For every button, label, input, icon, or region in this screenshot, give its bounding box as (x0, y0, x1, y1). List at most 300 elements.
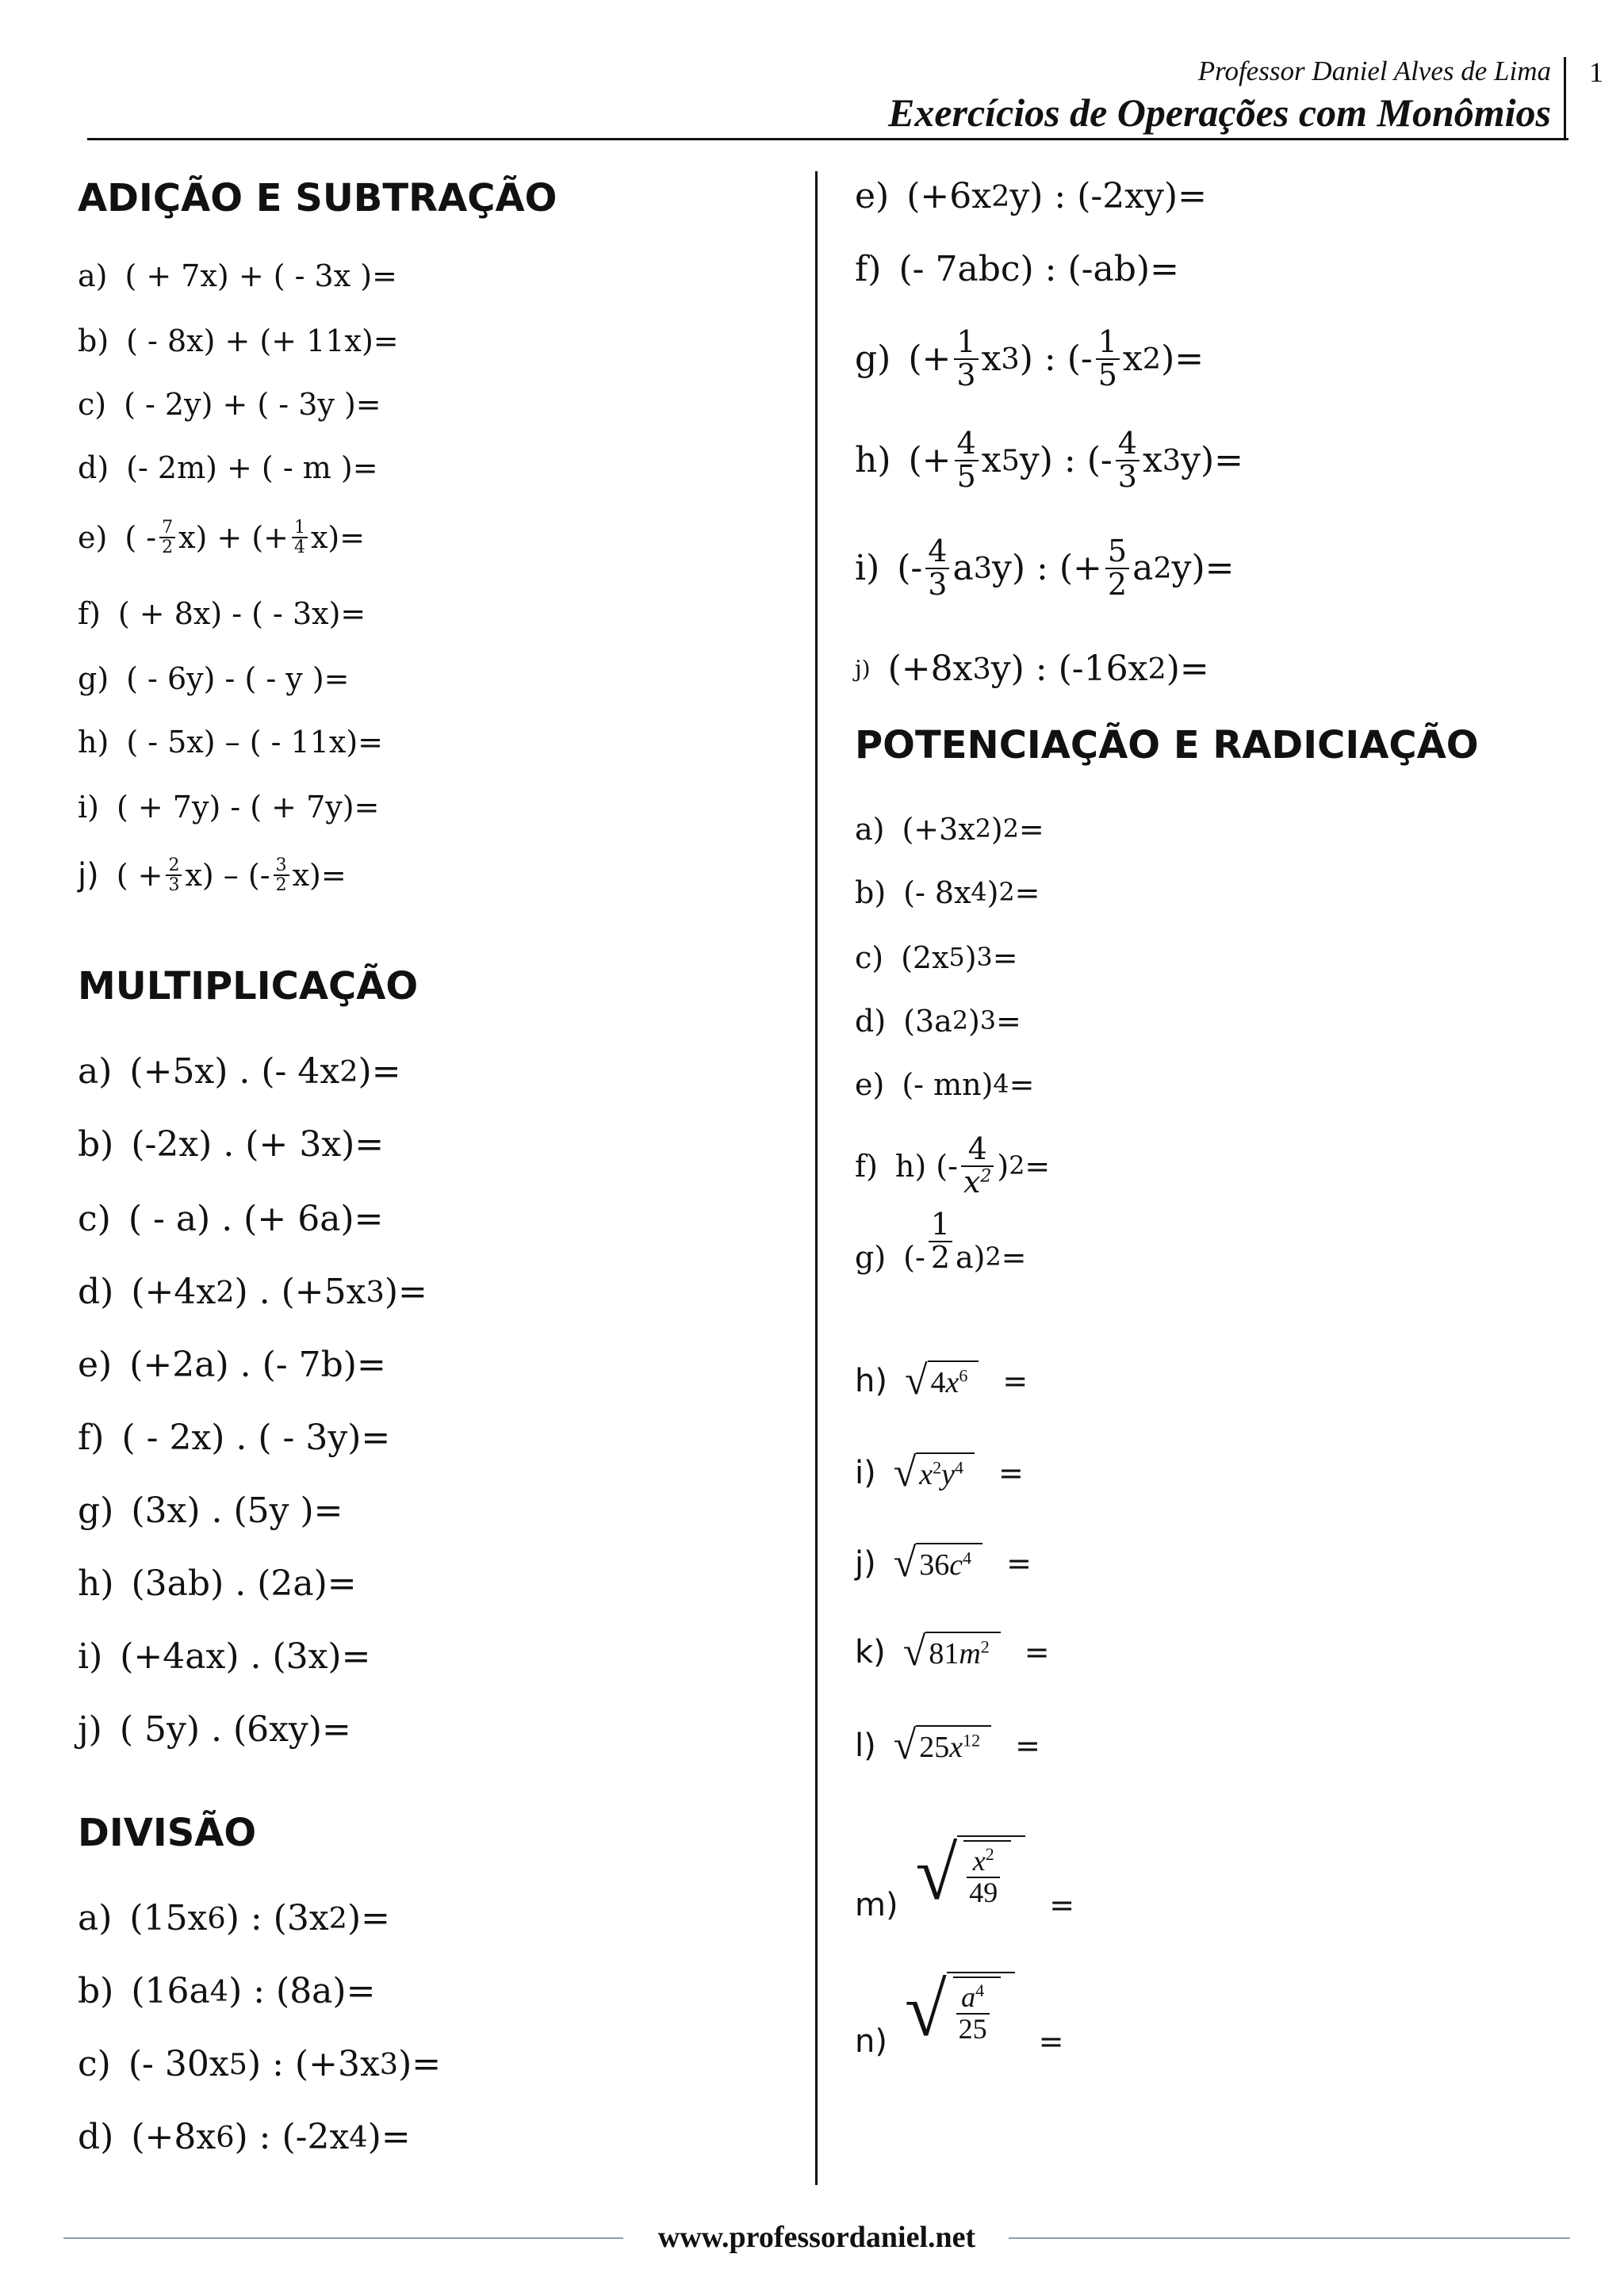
exercise-expr: (- 2m) + ( - m )= (126, 450, 378, 485)
exercise-pot-g (855, 1207, 1027, 1275)
fraction-numerator: 4 (1117, 426, 1137, 461)
square-root (894, 1725, 991, 1766)
fraction (166, 856, 182, 894)
exercise-mult-a (78, 1051, 401, 1092)
expr-part: (+ (908, 339, 952, 380)
heading-potenciacao-radiciacao: POTENCIAÇÃO E RADICIAÇÃO (855, 723, 1479, 767)
expr-part: y) : (- (1019, 440, 1113, 481)
exercise-expr: (-2x) . (+ 3x)= (131, 1124, 385, 1165)
exercise-div-f (855, 249, 1179, 289)
expr-part: x) – (- (185, 858, 270, 894)
expr-part: a) (956, 1240, 986, 1275)
expr-part: x (981, 440, 1002, 481)
fraction (954, 324, 978, 392)
exercise-pot-c (855, 940, 1018, 975)
exercise-label: d) (78, 450, 109, 485)
exponent: 3 (379, 2047, 399, 2081)
exponent: 3 (1162, 443, 1182, 478)
expr-part: x (1122, 339, 1143, 380)
exponent: 4 (963, 1548, 972, 1568)
exercise-label: i) (855, 548, 880, 589)
exercise-pot-b (855, 875, 1040, 910)
square-root (904, 1967, 1015, 2052)
exercise-label: h) (855, 440, 891, 481)
expr-part: h) (- (894, 1148, 958, 1184)
page-number: 1 (1589, 56, 1603, 88)
exponent: 2 (1002, 815, 1019, 844)
exercise-mult-g (78, 1490, 343, 1531)
numerator-base: x (972, 1845, 986, 1877)
exercise-expr: ( - 5x) – ( - 11x)= (126, 725, 383, 760)
equals-sign: = (1015, 1728, 1040, 1763)
fraction-denominator: 3 (1116, 460, 1139, 493)
exercise-label: b) (855, 875, 887, 910)
exercise-label: n) (855, 2023, 887, 2060)
exercise-label: a) (78, 1051, 113, 1092)
exercise-label: b) (78, 1971, 114, 2011)
equals-sign: = (998, 1456, 1024, 1490)
exponent: 2 (933, 1457, 942, 1478)
exponent: 3 (979, 1007, 996, 1035)
expr-part: ) (967, 1004, 980, 1039)
header-title: Exercícios de Operações com Monômios (887, 90, 1551, 135)
square-root (902, 1629, 1001, 1674)
fraction-numerator: 2 (168, 855, 180, 875)
header-author: Professor Daniel Alves de Lima (1197, 55, 1551, 86)
fraction (292, 519, 308, 557)
fraction-denominator: 5 (955, 460, 979, 493)
exercise-mult-e (78, 1345, 386, 1385)
exercise-rad-m (855, 1823, 1074, 1923)
radicand-base: c (949, 1548, 963, 1582)
denominator-base: x (963, 1164, 981, 1200)
expr-part: )= (367, 2117, 411, 2157)
exercise-label: a) (855, 812, 885, 847)
radical-sign-icon: √ (893, 1723, 917, 1768)
fraction-numerator: 4 (928, 534, 948, 568)
fraction-denominator: 2 (274, 874, 289, 894)
exponent: 3 (366, 1275, 385, 1309)
exercise-div-i (855, 536, 1235, 601)
square-root (894, 1452, 975, 1494)
radicand-coefficient: 81 (929, 1637, 959, 1670)
expr-part: (- 30x (128, 2044, 229, 2084)
square-root (905, 1360, 979, 1402)
expr-part: a (952, 548, 974, 589)
expr-part: ) (990, 812, 1003, 847)
column-divider (815, 171, 818, 2185)
fraction (274, 856, 289, 894)
exponent: 4 (993, 1070, 1009, 1099)
exercise-rad-j (855, 1540, 1032, 1586)
exercise-add-a (78, 258, 397, 293)
exercise-add-d (78, 450, 378, 485)
expr-part: ) (986, 875, 999, 910)
exercise-pot-e (855, 1067, 1034, 1102)
exponent: 3 (973, 551, 993, 586)
exercise-add-e (78, 519, 365, 557)
exercise-label: h) (855, 1363, 887, 1399)
expr-part: ) : (3x (225, 1898, 329, 1938)
exercise-rad-n (855, 1960, 1064, 2060)
expr-part: (+4x (131, 1272, 216, 1312)
expr-part: ( - (124, 520, 157, 556)
fraction-denominator: 2 (929, 1241, 952, 1274)
fraction-numerator (971, 1845, 997, 1877)
footer-rule-right (1009, 2237, 1570, 2239)
radicand-coefficient: 4 (930, 1366, 946, 1399)
exercise-expr: ( - a) . (+ 6a)= (128, 1199, 384, 1239)
radicand-base: x (919, 1458, 933, 1491)
fraction-denominator: 3 (166, 874, 182, 894)
exercise-pot-d (855, 1004, 1021, 1039)
numerator-base: a (961, 1981, 976, 2013)
fraction-denominator: 5 (1096, 358, 1120, 392)
exercise-label: k) (855, 1634, 886, 1670)
square-root (893, 1540, 982, 1586)
exercise-mult-h (78, 1563, 357, 1604)
fraction (953, 1976, 1001, 2045)
exponent: 2 (1142, 342, 1162, 377)
exercise-label: c) (78, 2044, 111, 2084)
exercise-label: f) (855, 249, 882, 289)
exercise-label: h) (78, 1563, 114, 1604)
exercise-label: b) (78, 1124, 114, 1165)
exercise-expr: (- 7abc) : (-ab)= (898, 249, 1179, 289)
expr-part: = (1025, 1148, 1051, 1184)
expr-part: x (981, 339, 1002, 380)
exercise-mult-b (78, 1124, 384, 1165)
exercise-label: d) (78, 1272, 114, 1312)
exercise-div-c (78, 2044, 441, 2084)
expr-part: ( + (116, 858, 163, 894)
fraction-numerator: 5 (1107, 534, 1128, 568)
exponent: 2 (985, 1844, 994, 1864)
fraction-denominator: 25 (956, 2013, 990, 2045)
exercise-mult-d (78, 1272, 427, 1312)
exercise-label: g) (855, 1240, 887, 1275)
expr-part: )= (398, 2044, 442, 2084)
exercise-expr: ( - 2x) . ( - 3y)= (121, 1418, 391, 1458)
exercise-label: i) (78, 1636, 103, 1677)
exercise-div-g (855, 324, 1205, 392)
fraction-numerator: 1 (956, 324, 976, 359)
exercise-label: f) (78, 596, 101, 631)
radicand-base: m (959, 1637, 981, 1670)
exercise-label: d) (855, 1004, 887, 1039)
exercise-label: j) (78, 857, 99, 894)
expr-part: = (1014, 875, 1040, 910)
exponent: 2 (339, 1054, 358, 1089)
expr-part: = (1018, 812, 1044, 847)
exercise-expr: (3x) . (5y )= (131, 1490, 343, 1531)
heading-multiplicacao: MULTIPLICAÇÃO (78, 964, 419, 1008)
header-rule (87, 138, 1568, 140)
fraction-numerator: 7 (162, 518, 174, 538)
expr-part: ) : (8a)= (228, 1971, 376, 2011)
exercise-label: j) (855, 1545, 876, 1582)
expr-part: ) (964, 940, 977, 975)
expr-part: )= (1166, 649, 1209, 689)
fraction (1096, 324, 1120, 392)
exercise-div-j (855, 649, 1209, 689)
fraction-denominator: 3 (954, 358, 978, 392)
exponent: 3 (972, 652, 991, 686)
exercise-label: e) (855, 176, 890, 216)
exponent: 2 (328, 1901, 347, 1935)
exponent: 2 (991, 179, 1010, 213)
exponent: 12 (963, 1730, 981, 1751)
exercise-label: g) (78, 661, 109, 696)
radicand-base: x (949, 1731, 963, 1764)
exercise-mult-j (78, 1709, 351, 1750)
radicand-base: x (945, 1366, 959, 1399)
fraction (963, 1840, 1011, 1908)
fraction-denominator: 3 (925, 568, 949, 601)
exponent: 4 (349, 2120, 368, 2154)
fraction-numerator: 4 (967, 1131, 987, 1166)
exercise-label: b) (78, 323, 109, 358)
exercise-expr: ( + 7x) + ( - 3x )= (124, 258, 397, 293)
exercise-label: i) (78, 790, 99, 825)
exponent: 5 (1001, 443, 1020, 478)
exponent: 6 (216, 2120, 235, 2154)
fraction (925, 536, 949, 601)
fraction-numerator: 1 (294, 518, 305, 538)
expr-part: y) : (-16x (990, 649, 1148, 689)
exponent: 5 (948, 943, 965, 972)
radicand (957, 1835, 1025, 1911)
exercise-label: l) (855, 1728, 876, 1764)
exercise-label: e) (78, 1345, 113, 1385)
fraction-numerator: 1 (1097, 324, 1117, 359)
expr-part: (3a (903, 1004, 952, 1039)
square-root (915, 1831, 1026, 1915)
exercise-rad-k (855, 1629, 1050, 1674)
expr-part: (+ (908, 440, 952, 481)
fraction-numerator (959, 1981, 986, 2013)
exercise-div-h (855, 428, 1243, 493)
exercise-div-e (855, 176, 1207, 216)
expr-part: (- (897, 548, 923, 589)
expr-part: x) + (+ (178, 520, 289, 556)
radicand (916, 1543, 982, 1584)
footer-website-link[interactable]: www.professordaniel.net (657, 2221, 976, 2254)
expr-part: ) : (-2x (234, 2117, 350, 2157)
exercise-rad-i (855, 1452, 1024, 1494)
radicand (916, 1452, 975, 1494)
exercise-label: e) (78, 520, 108, 556)
exercise-add-c (78, 387, 381, 422)
fraction-denominator: 49 (967, 1877, 1000, 1908)
fraction-denominator: 2 (159, 537, 175, 557)
expr-part: y)= (1171, 548, 1235, 589)
exercise-label: h) (78, 725, 109, 760)
radicand-coefficient: 36 (919, 1548, 950, 1582)
expr-part: )= (358, 1051, 401, 1092)
exponent: 2 (975, 815, 991, 844)
radical-sign-icon: √ (902, 1629, 926, 1674)
exercise-label: c) (78, 387, 107, 422)
fraction (929, 1209, 952, 1274)
exercise-add-g (78, 661, 349, 696)
radicand (925, 1632, 1000, 1673)
exercise-label: j) (855, 656, 871, 682)
exponent: 2 (998, 878, 1015, 907)
exercise-expr: ( - 2y) + ( - 3y )= (124, 387, 381, 422)
expr-part: )= (347, 1898, 391, 1938)
exponent: 6 (207, 1901, 226, 1935)
expr-part: ) . (+5x (234, 1272, 366, 1312)
exponent: 2 (985, 1243, 1002, 1272)
radical-sign-icon: √ (904, 1967, 947, 2052)
expr-part: (+3x (902, 812, 975, 847)
exercise-div-d (78, 2117, 411, 2157)
expr-part: (2x (901, 940, 949, 975)
exercise-pot-f (855, 1131, 1051, 1200)
exercise-label: e) (855, 1067, 885, 1102)
exercise-label: f) (78, 1418, 105, 1458)
exercise-label: c) (855, 940, 884, 975)
expr-part: x)= (311, 520, 366, 556)
expr-part: = (995, 1004, 1021, 1039)
expr-part: ) (997, 1148, 1009, 1184)
exponent: 2 (980, 1166, 992, 1187)
expr-part: = (1009, 1067, 1035, 1102)
expr-part: (16a (131, 1971, 210, 2011)
exponent: 4 (975, 1980, 985, 2000)
radicand-base: y (941, 1458, 956, 1491)
radical-sign-icon: √ (904, 1358, 928, 1403)
exercise-expr: (3ab) . (2a)= (131, 1563, 357, 1604)
exercise-label: j) (78, 1709, 102, 1750)
radical-sign-icon: √ (893, 1450, 917, 1495)
radicand (928, 1360, 979, 1402)
expr-part: (+6x (906, 176, 992, 216)
exponent: 3 (1001, 342, 1020, 377)
exercise-label: m) (855, 1887, 898, 1923)
exponent: 2 (216, 1275, 235, 1309)
exponent: 4 (971, 878, 987, 907)
exercise-add-j (78, 856, 347, 894)
fraction-denominator (961, 1165, 994, 1199)
heading-divisao: DIVISÃO (78, 1811, 257, 1855)
exercise-rad-h (855, 1360, 1028, 1402)
exercise-rad-l (855, 1725, 1040, 1766)
exercise-label: g) (855, 339, 891, 380)
expr-part: (- mn) (902, 1067, 994, 1102)
exercise-add-f (78, 596, 366, 631)
exercise-expr: (+4ax) . (3x)= (120, 1636, 371, 1677)
exponent: 2 (980, 1636, 990, 1657)
exercise-expr: ( + 7y) - ( + 7y)= (116, 790, 380, 825)
expr-part: ) : (- (1019, 339, 1093, 380)
equals-sign: = (1024, 1635, 1050, 1670)
radicand (947, 1972, 1015, 2048)
footer-rule-left (63, 2237, 623, 2239)
exercise-expr: (+2a) . (- 7b)= (129, 1345, 386, 1385)
exponent: 2 (952, 1007, 968, 1035)
exercise-label: a) (78, 258, 108, 293)
exercise-expr: ( - 6y) - ( - y )= (126, 661, 350, 696)
fraction (955, 428, 979, 493)
expr-part: (+5x) . (- 4x (129, 1051, 340, 1092)
expr-part: (- 8x (903, 875, 971, 910)
expr-part: (+8x (887, 649, 973, 689)
radical-sign-icon: √ (915, 1831, 958, 1915)
fraction (961, 1131, 994, 1200)
expr-part: )= (384, 1272, 427, 1312)
exponent: 2 (1009, 1151, 1025, 1181)
exercise-label: g) (78, 1490, 114, 1531)
equals-sign: = (1049, 1888, 1075, 1923)
fraction (159, 519, 175, 557)
exercise-expr: ( 5y) . (6xy)= (119, 1709, 351, 1750)
fraction (1105, 536, 1129, 601)
exercise-label: i) (855, 1455, 876, 1491)
exercise-div-a (78, 1898, 390, 1938)
expr-part: x)= (292, 858, 347, 894)
exercise-mult-i (78, 1636, 370, 1677)
fraction (1116, 428, 1139, 493)
exercise-div-b (78, 1971, 375, 2011)
exponent: 6 (959, 1365, 968, 1386)
expr-part: (15x (129, 1898, 208, 1938)
exponent: 5 (228, 2047, 247, 2081)
exercise-pot-a (855, 812, 1044, 847)
fraction-numerator: 4 (956, 426, 976, 461)
radicand-coefficient: 25 (919, 1731, 950, 1764)
expr-part: a (1132, 548, 1154, 589)
exercise-mult-c (78, 1199, 383, 1239)
exercise-add-b (78, 323, 399, 358)
exponent: 3 (976, 943, 993, 972)
exercise-label: a) (78, 1898, 113, 1938)
exponent: 2 (1153, 551, 1172, 586)
expr-part: (- (903, 1240, 925, 1275)
expr-part: = (992, 940, 1018, 975)
equals-sign: = (1006, 1546, 1032, 1581)
equals-sign: = (1002, 1364, 1028, 1399)
exponent: 4 (955, 1457, 964, 1478)
fraction-denominator: 4 (292, 537, 308, 557)
expr-part: ) : (+3x (247, 2044, 380, 2084)
expr-part: x (1142, 440, 1162, 481)
fraction-numerator: 3 (275, 855, 287, 875)
exercise-label: c) (78, 1199, 111, 1239)
heading-adicao-subtracao: ADIÇÃO E SUBTRAÇÃO (78, 176, 557, 220)
expr-part: (+8x (131, 2117, 216, 2157)
expr-part: y) : (+ (992, 548, 1102, 589)
expr-part: y) : (-2xy)= (1009, 176, 1207, 216)
exercise-expr: ( - 8x) + (+ 11x)= (126, 323, 399, 358)
exercise-label: f) (855, 1148, 878, 1184)
radicand (916, 1725, 991, 1766)
header-vertical-rule (1564, 57, 1566, 140)
exponent: 4 (209, 1974, 229, 2008)
exercise-add-h (78, 725, 383, 760)
exercise-add-i (78, 790, 379, 825)
fraction-numerator: 1 (930, 1207, 951, 1242)
exponent: 2 (1147, 652, 1166, 686)
exercise-expr: ( + 8x) - ( - 3x)= (117, 596, 366, 631)
expr-part: )= (1161, 339, 1205, 380)
radical-sign-icon: √ (893, 1540, 917, 1586)
expr-part: y)= (1181, 440, 1243, 481)
equals-sign: = (1038, 2024, 1064, 2059)
exercise-mult-f (78, 1418, 390, 1458)
exercise-label: d) (78, 2117, 114, 2157)
